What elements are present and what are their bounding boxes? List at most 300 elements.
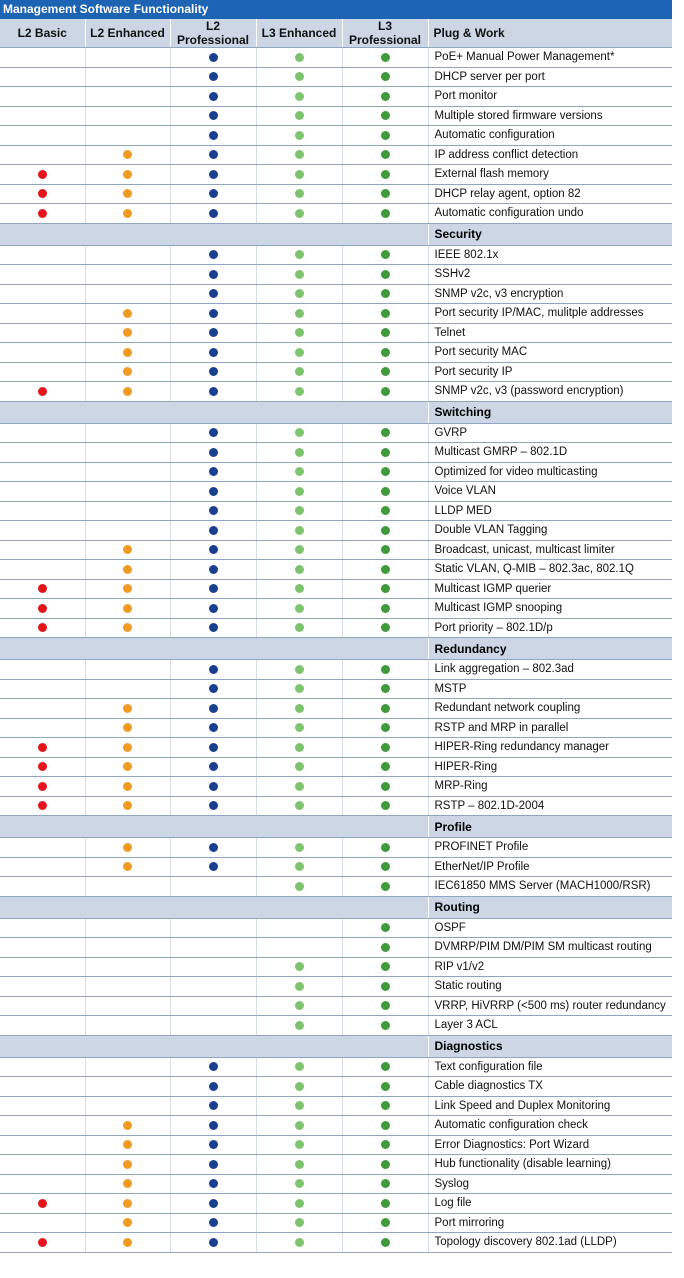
- availability-cell: [85, 560, 170, 580]
- feature-row: [0, 957, 672, 977]
- feature-name: Multiple stored firmware versions: [428, 106, 672, 126]
- availability-cell: [256, 423, 342, 443]
- l3-professional-dot: [381, 111, 390, 120]
- feature-name: Port monitor: [428, 87, 672, 107]
- availability-cell: [85, 738, 170, 758]
- feature-name: HIPER-Ring: [428, 757, 672, 777]
- availability-cell: [0, 106, 85, 126]
- availability-cell: [0, 67, 85, 87]
- feature-name: Telnet: [428, 323, 672, 343]
- feature-name: Layer 3 ACL: [428, 1016, 672, 1036]
- availability-cell: [85, 1174, 170, 1194]
- l3-professional-dot: [381, 762, 390, 771]
- availability-cell: [0, 284, 85, 304]
- feature-row: [0, 482, 672, 502]
- availability-cell: [170, 838, 256, 858]
- l2-professional-dot: [209, 131, 218, 140]
- l2-professional-dot: [209, 209, 218, 218]
- feature-name: DHCP server per port: [428, 67, 672, 87]
- feature-row: [0, 599, 672, 619]
- l3-enhanced-dot: [295, 882, 304, 891]
- availability-cell: [256, 699, 342, 719]
- availability-cell: [170, 204, 256, 224]
- l2-professional-dot: [209, 1238, 218, 1247]
- availability-cell: [342, 48, 428, 68]
- availability-cell: [85, 996, 170, 1016]
- feature-name: SNMP v2c, v3 encryption: [428, 284, 672, 304]
- availability-cell: [342, 1155, 428, 1175]
- l2-professional-dot: [209, 467, 218, 476]
- l2-enhanced-dot: [123, 762, 132, 771]
- feature-name: Syslog: [428, 1174, 672, 1194]
- availability-cell: [170, 245, 256, 265]
- col-header-l2-professional: L2 Professional: [170, 19, 256, 48]
- availability-cell: [85, 48, 170, 68]
- l2-professional-dot: [209, 348, 218, 357]
- availability-cell: [256, 560, 342, 580]
- col-header-l3-professional: L3 Professional: [342, 19, 428, 48]
- l2-basic-dot: [38, 387, 47, 396]
- availability-cell: [0, 996, 85, 1016]
- availability-cell: [256, 87, 342, 107]
- availability-cell: [170, 977, 256, 997]
- l2-professional-dot: [209, 684, 218, 693]
- l3-enhanced-dot: [295, 623, 304, 632]
- l3-professional-dot: [381, 1082, 390, 1091]
- feature-row: [0, 184, 672, 204]
- availability-cell: [342, 265, 428, 285]
- l2-professional-dot: [209, 1062, 218, 1071]
- l3-professional-dot: [381, 743, 390, 752]
- availability-cell: [256, 284, 342, 304]
- l2-professional-dot: [209, 545, 218, 554]
- feature-name: Automatic configuration: [428, 126, 672, 146]
- l2-enhanced-dot: [123, 1218, 132, 1227]
- feature-name: Log file: [428, 1194, 672, 1214]
- availability-cell: [0, 699, 85, 719]
- availability-cell: [342, 423, 428, 443]
- col-header-l3-enhanced: L3 Enhanced: [256, 19, 342, 48]
- feature-name: IP address conflict detection: [428, 145, 672, 165]
- l2-professional-dot: [209, 565, 218, 574]
- availability-cell: [342, 777, 428, 797]
- feature-name: OSPF: [428, 918, 672, 938]
- availability-cell: [256, 1057, 342, 1077]
- l3-enhanced-dot: [295, 1140, 304, 1149]
- availability-cell: [85, 126, 170, 146]
- feature-name: Text configuration file: [428, 1057, 672, 1077]
- l2-professional-dot: [209, 53, 218, 62]
- availability-cell: [256, 184, 342, 204]
- availability-cell: [0, 343, 85, 363]
- l3-professional-dot: [381, 1179, 390, 1188]
- availability-cell: [170, 106, 256, 126]
- section-spacer: [0, 816, 428, 838]
- l2-enhanced-dot: [123, 328, 132, 337]
- feature-row: [0, 1016, 672, 1036]
- availability-cell: [342, 796, 428, 816]
- feature-name: Hub functionality (disable learning): [428, 1155, 672, 1175]
- availability-cell: [0, 1135, 85, 1155]
- l2-basic-dot: [38, 189, 47, 198]
- availability-cell: [0, 323, 85, 343]
- section-header-row: [0, 1035, 672, 1057]
- l3-enhanced-dot: [295, 1021, 304, 1030]
- availability-cell: [85, 343, 170, 363]
- availability-cell: [256, 738, 342, 758]
- l3-professional-dot: [381, 1062, 390, 1071]
- feature-row: [0, 1077, 672, 1097]
- l3-enhanced-dot: [295, 150, 304, 159]
- l3-enhanced-dot: [295, 1218, 304, 1227]
- availability-cell: [256, 48, 342, 68]
- availability-cell: [256, 718, 342, 738]
- l3-enhanced-dot: [295, 348, 304, 357]
- feature-name: Multicast GMRP – 802.1D: [428, 443, 672, 463]
- l3-professional-dot: [381, 962, 390, 971]
- feature-name: IEEE 802.1x: [428, 245, 672, 265]
- availability-cell: [256, 501, 342, 521]
- availability-cell: [256, 1116, 342, 1136]
- l3-enhanced-dot: [295, 1160, 304, 1169]
- l3-enhanced-dot: [295, 487, 304, 496]
- availability-cell: [0, 145, 85, 165]
- availability-cell: [0, 679, 85, 699]
- availability-cell: [85, 1155, 170, 1175]
- section-header-row: [0, 223, 672, 245]
- availability-cell: [85, 1194, 170, 1214]
- l3-professional-dot: [381, 506, 390, 515]
- l3-enhanced-dot: [295, 506, 304, 515]
- availability-cell: [0, 265, 85, 285]
- availability-cell: [170, 718, 256, 738]
- availability-cell: [85, 184, 170, 204]
- feature-row: [0, 106, 672, 126]
- l3-professional-dot: [381, 170, 390, 179]
- availability-cell: [342, 284, 428, 304]
- availability-cell: [0, 1174, 85, 1194]
- availability-cell: [85, 304, 170, 324]
- availability-cell: [256, 343, 342, 363]
- availability-cell: [0, 1194, 85, 1214]
- availability-cell: [342, 145, 428, 165]
- availability-cell: [170, 918, 256, 938]
- availability-cell: [0, 718, 85, 738]
- l3-professional-dot: [381, 843, 390, 852]
- availability-cell: [85, 87, 170, 107]
- l3-professional-dot: [381, 982, 390, 991]
- feature-row: [0, 443, 672, 463]
- l2-professional-dot: [209, 1218, 218, 1227]
- l3-enhanced-dot: [295, 309, 304, 318]
- l2-enhanced-dot: [123, 843, 132, 852]
- l2-professional-dot: [209, 604, 218, 613]
- l3-professional-dot: [381, 782, 390, 791]
- l3-enhanced-dot: [295, 250, 304, 259]
- feature-name: HIPER-Ring redundancy manager: [428, 738, 672, 758]
- availability-cell: [85, 1016, 170, 1036]
- l3-professional-dot: [381, 923, 390, 932]
- availability-cell: [85, 957, 170, 977]
- l3-professional-dot: [381, 53, 390, 62]
- l2-basic-dot: [38, 584, 47, 593]
- l3-enhanced-dot: [295, 1101, 304, 1110]
- availability-cell: [85, 699, 170, 719]
- feature-row: [0, 521, 672, 541]
- availability-cell: [85, 245, 170, 265]
- l3-professional-dot: [381, 882, 390, 891]
- feature-row: [0, 738, 672, 758]
- l3-enhanced-dot: [295, 843, 304, 852]
- section-spacer: [0, 401, 428, 423]
- availability-cell: [342, 1057, 428, 1077]
- availability-cell: [170, 304, 256, 324]
- feature-name: External flash memory: [428, 165, 672, 185]
- availability-cell: [0, 560, 85, 580]
- l3-professional-dot: [381, 289, 390, 298]
- l2-professional-dot: [209, 526, 218, 535]
- availability-cell: [342, 184, 428, 204]
- availability-cell: [342, 1077, 428, 1097]
- l2-professional-dot: [209, 862, 218, 871]
- availability-cell: [0, 957, 85, 977]
- availability-cell: [170, 699, 256, 719]
- l2-professional-dot: [209, 387, 218, 396]
- availability-cell: [85, 423, 170, 443]
- availability-cell: [170, 1116, 256, 1136]
- l3-professional-dot: [381, 92, 390, 101]
- feature-name: SNMP v2c, v3 (password encryption): [428, 382, 672, 402]
- feature-name: RSTP – 802.1D-2004: [428, 796, 672, 816]
- l2-enhanced-dot: [123, 584, 132, 593]
- availability-cell: [170, 462, 256, 482]
- availability-cell: [170, 560, 256, 580]
- l2-professional-dot: [209, 1160, 218, 1169]
- availability-cell: [170, 501, 256, 521]
- availability-cell: [256, 382, 342, 402]
- l3-enhanced-dot: [295, 584, 304, 593]
- availability-cell: [170, 1213, 256, 1233]
- l3-professional-dot: [381, 250, 390, 259]
- feature-row: [0, 560, 672, 580]
- availability-cell: [85, 977, 170, 997]
- availability-cell: [256, 938, 342, 958]
- l2-enhanced-dot: [123, 782, 132, 791]
- availability-cell: [342, 1213, 428, 1233]
- feature-name: Cable diagnostics TX: [428, 1077, 672, 1097]
- availability-cell: [256, 165, 342, 185]
- l2-enhanced-dot: [123, 189, 132, 198]
- availability-cell: [256, 126, 342, 146]
- feature-row: [0, 165, 672, 185]
- availability-cell: [170, 757, 256, 777]
- feature-name: Redundant network coupling: [428, 699, 672, 719]
- l2-basic-dot: [38, 743, 47, 752]
- availability-cell: [170, 165, 256, 185]
- l2-enhanced-dot: [123, 604, 132, 613]
- l3-enhanced-dot: [295, 1199, 304, 1208]
- availability-cell: [256, 977, 342, 997]
- availability-cell: [342, 540, 428, 560]
- section-spacer: [0, 223, 428, 245]
- availability-cell: [256, 1016, 342, 1036]
- availability-cell: [342, 918, 428, 938]
- availability-cell: [0, 126, 85, 146]
- availability-cell: [0, 462, 85, 482]
- feature-name: Multicast IGMP querier: [428, 579, 672, 599]
- l2-professional-dot: [209, 72, 218, 81]
- l2-professional-dot: [209, 92, 218, 101]
- feature-row: [0, 204, 672, 224]
- availability-cell: [85, 106, 170, 126]
- feature-row: [0, 877, 672, 897]
- availability-cell: [0, 1116, 85, 1136]
- l3-enhanced-dot: [295, 565, 304, 574]
- availability-cell: [85, 443, 170, 463]
- l3-professional-dot: [381, 309, 390, 318]
- l3-professional-dot: [381, 584, 390, 593]
- l2-enhanced-dot: [123, 1179, 132, 1188]
- feature-row: [0, 462, 672, 482]
- availability-cell: [342, 126, 428, 146]
- availability-cell: [170, 382, 256, 402]
- availability-cell: [170, 796, 256, 816]
- feature-row: [0, 145, 672, 165]
- availability-cell: [342, 67, 428, 87]
- availability-cell: [342, 579, 428, 599]
- availability-cell: [170, 738, 256, 758]
- availability-cell: [342, 938, 428, 958]
- feature-name: Port priority – 802.1D/p: [428, 618, 672, 638]
- l3-professional-dot: [381, 623, 390, 632]
- feature-row: [0, 540, 672, 560]
- l3-professional-dot: [381, 1021, 390, 1030]
- col-header-l2-enhanced: L2 Enhanced: [85, 19, 170, 48]
- l3-professional-dot: [381, 487, 390, 496]
- feature-row: [0, 323, 672, 343]
- col-header-plug-and-work: Plug & Work: [428, 19, 672, 48]
- l2-basic-dot: [38, 801, 47, 810]
- availability-cell: [342, 245, 428, 265]
- l2-enhanced-dot: [123, 367, 132, 376]
- section-title: Routing: [428, 896, 672, 918]
- availability-cell: [0, 618, 85, 638]
- l3-professional-dot: [381, 1160, 390, 1169]
- section-header-row: [0, 896, 672, 918]
- availability-cell: [170, 284, 256, 304]
- l3-professional-dot: [381, 545, 390, 554]
- availability-cell: [0, 382, 85, 402]
- l2-professional-dot: [209, 250, 218, 259]
- l2-professional-dot: [209, 506, 218, 515]
- availability-cell: [0, 838, 85, 858]
- availability-cell: [0, 48, 85, 68]
- l3-enhanced-dot: [295, 604, 304, 613]
- feature-name: Automatic configuration check: [428, 1116, 672, 1136]
- availability-cell: [256, 957, 342, 977]
- feature-row: [0, 718, 672, 738]
- availability-cell: [0, 245, 85, 265]
- l3-professional-dot: [381, 943, 390, 952]
- l3-professional-dot: [381, 348, 390, 357]
- feature-name: DVMRP/PIM DM/PIM SM multicast routing: [428, 938, 672, 958]
- l3-enhanced-dot: [295, 704, 304, 713]
- l2-professional-dot: [209, 1121, 218, 1130]
- feature-row: [0, 996, 672, 1016]
- feature-name: Topology discovery 802.1ad (LLDP): [428, 1233, 672, 1253]
- availability-cell: [170, 1174, 256, 1194]
- l2-professional-dot: [209, 843, 218, 852]
- availability-cell: [170, 184, 256, 204]
- l3-enhanced-dot: [295, 467, 304, 476]
- availability-cell: [0, 1155, 85, 1175]
- availability-cell: [85, 165, 170, 185]
- feature-name: MRP-Ring: [428, 777, 672, 797]
- l2-professional-dot: [209, 428, 218, 437]
- availability-cell: [170, 67, 256, 87]
- page-title: Management Software Functionality: [0, 0, 672, 19]
- l2-professional-dot: [209, 1179, 218, 1188]
- l3-enhanced-dot: [295, 743, 304, 752]
- l3-professional-dot: [381, 367, 390, 376]
- availability-cell: [85, 1135, 170, 1155]
- feature-row: [0, 67, 672, 87]
- feature-name: MSTP: [428, 679, 672, 699]
- availability-cell: [85, 501, 170, 521]
- availability-cell: [256, 362, 342, 382]
- l3-enhanced-dot: [295, 801, 304, 810]
- feature-row: [0, 796, 672, 816]
- l2-basic-dot: [38, 623, 47, 632]
- availability-cell: [342, 165, 428, 185]
- feature-row: [0, 1116, 672, 1136]
- l2-enhanced-dot: [123, 704, 132, 713]
- availability-cell: [170, 443, 256, 463]
- l2-enhanced-dot: [123, 565, 132, 574]
- feature-name: Link aggregation – 802.3ad: [428, 660, 672, 680]
- l3-professional-dot: [381, 189, 390, 198]
- l3-professional-dot: [381, 723, 390, 732]
- l2-professional-dot: [209, 170, 218, 179]
- l3-professional-dot: [381, 387, 390, 396]
- section-header-row: [0, 816, 672, 838]
- availability-cell: [170, 343, 256, 363]
- availability-cell: [342, 699, 428, 719]
- l2-enhanced-dot: [123, 723, 132, 732]
- section-title: Profile: [428, 816, 672, 838]
- availability-cell: [0, 443, 85, 463]
- feature-name: Optimized for video multicasting: [428, 462, 672, 482]
- availability-cell: [256, 679, 342, 699]
- availability-cell: [256, 579, 342, 599]
- availability-cell: [85, 1233, 170, 1253]
- l3-professional-dot: [381, 565, 390, 574]
- availability-cell: [342, 482, 428, 502]
- availability-cell: [85, 938, 170, 958]
- availability-cell: [170, 323, 256, 343]
- feature-row: [0, 304, 672, 324]
- availability-cell: [342, 343, 428, 363]
- l2-basic-dot: [38, 604, 47, 613]
- l3-enhanced-dot: [295, 428, 304, 437]
- availability-cell: [85, 757, 170, 777]
- availability-cell: [170, 857, 256, 877]
- availability-cell: [342, 1174, 428, 1194]
- feature-row: [0, 501, 672, 521]
- feature-name: Multicast IGMP snooping: [428, 599, 672, 619]
- l3-professional-dot: [381, 1140, 390, 1149]
- availability-cell: [342, 1233, 428, 1253]
